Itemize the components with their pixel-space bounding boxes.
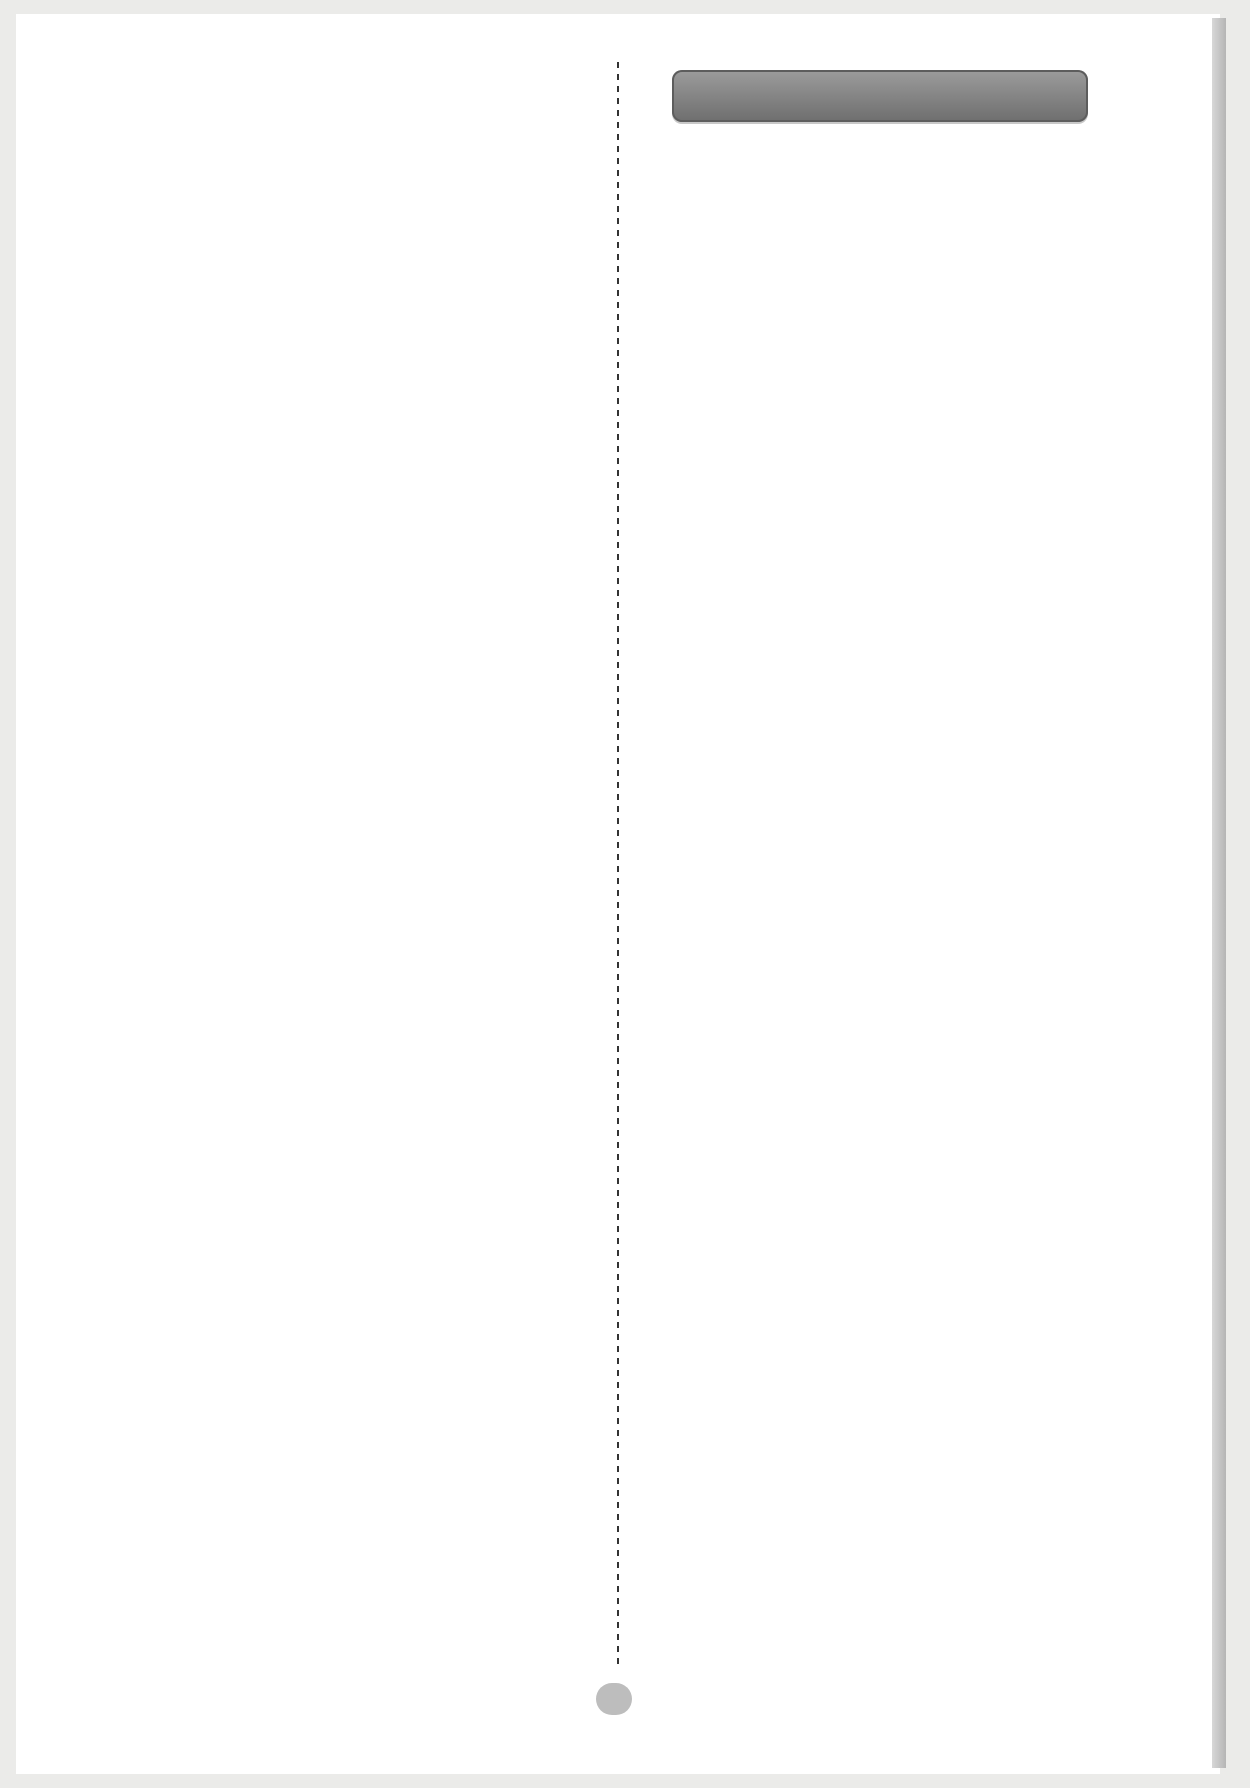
right-column xyxy=(640,0,1140,198)
section-banner xyxy=(672,70,1088,122)
left-column xyxy=(102,58,614,68)
page-number xyxy=(596,1683,632,1715)
column-divider xyxy=(614,62,622,1667)
page-edge-shadow xyxy=(1212,18,1226,1768)
page-footer xyxy=(0,1680,1250,1720)
module-title xyxy=(640,150,1140,190)
